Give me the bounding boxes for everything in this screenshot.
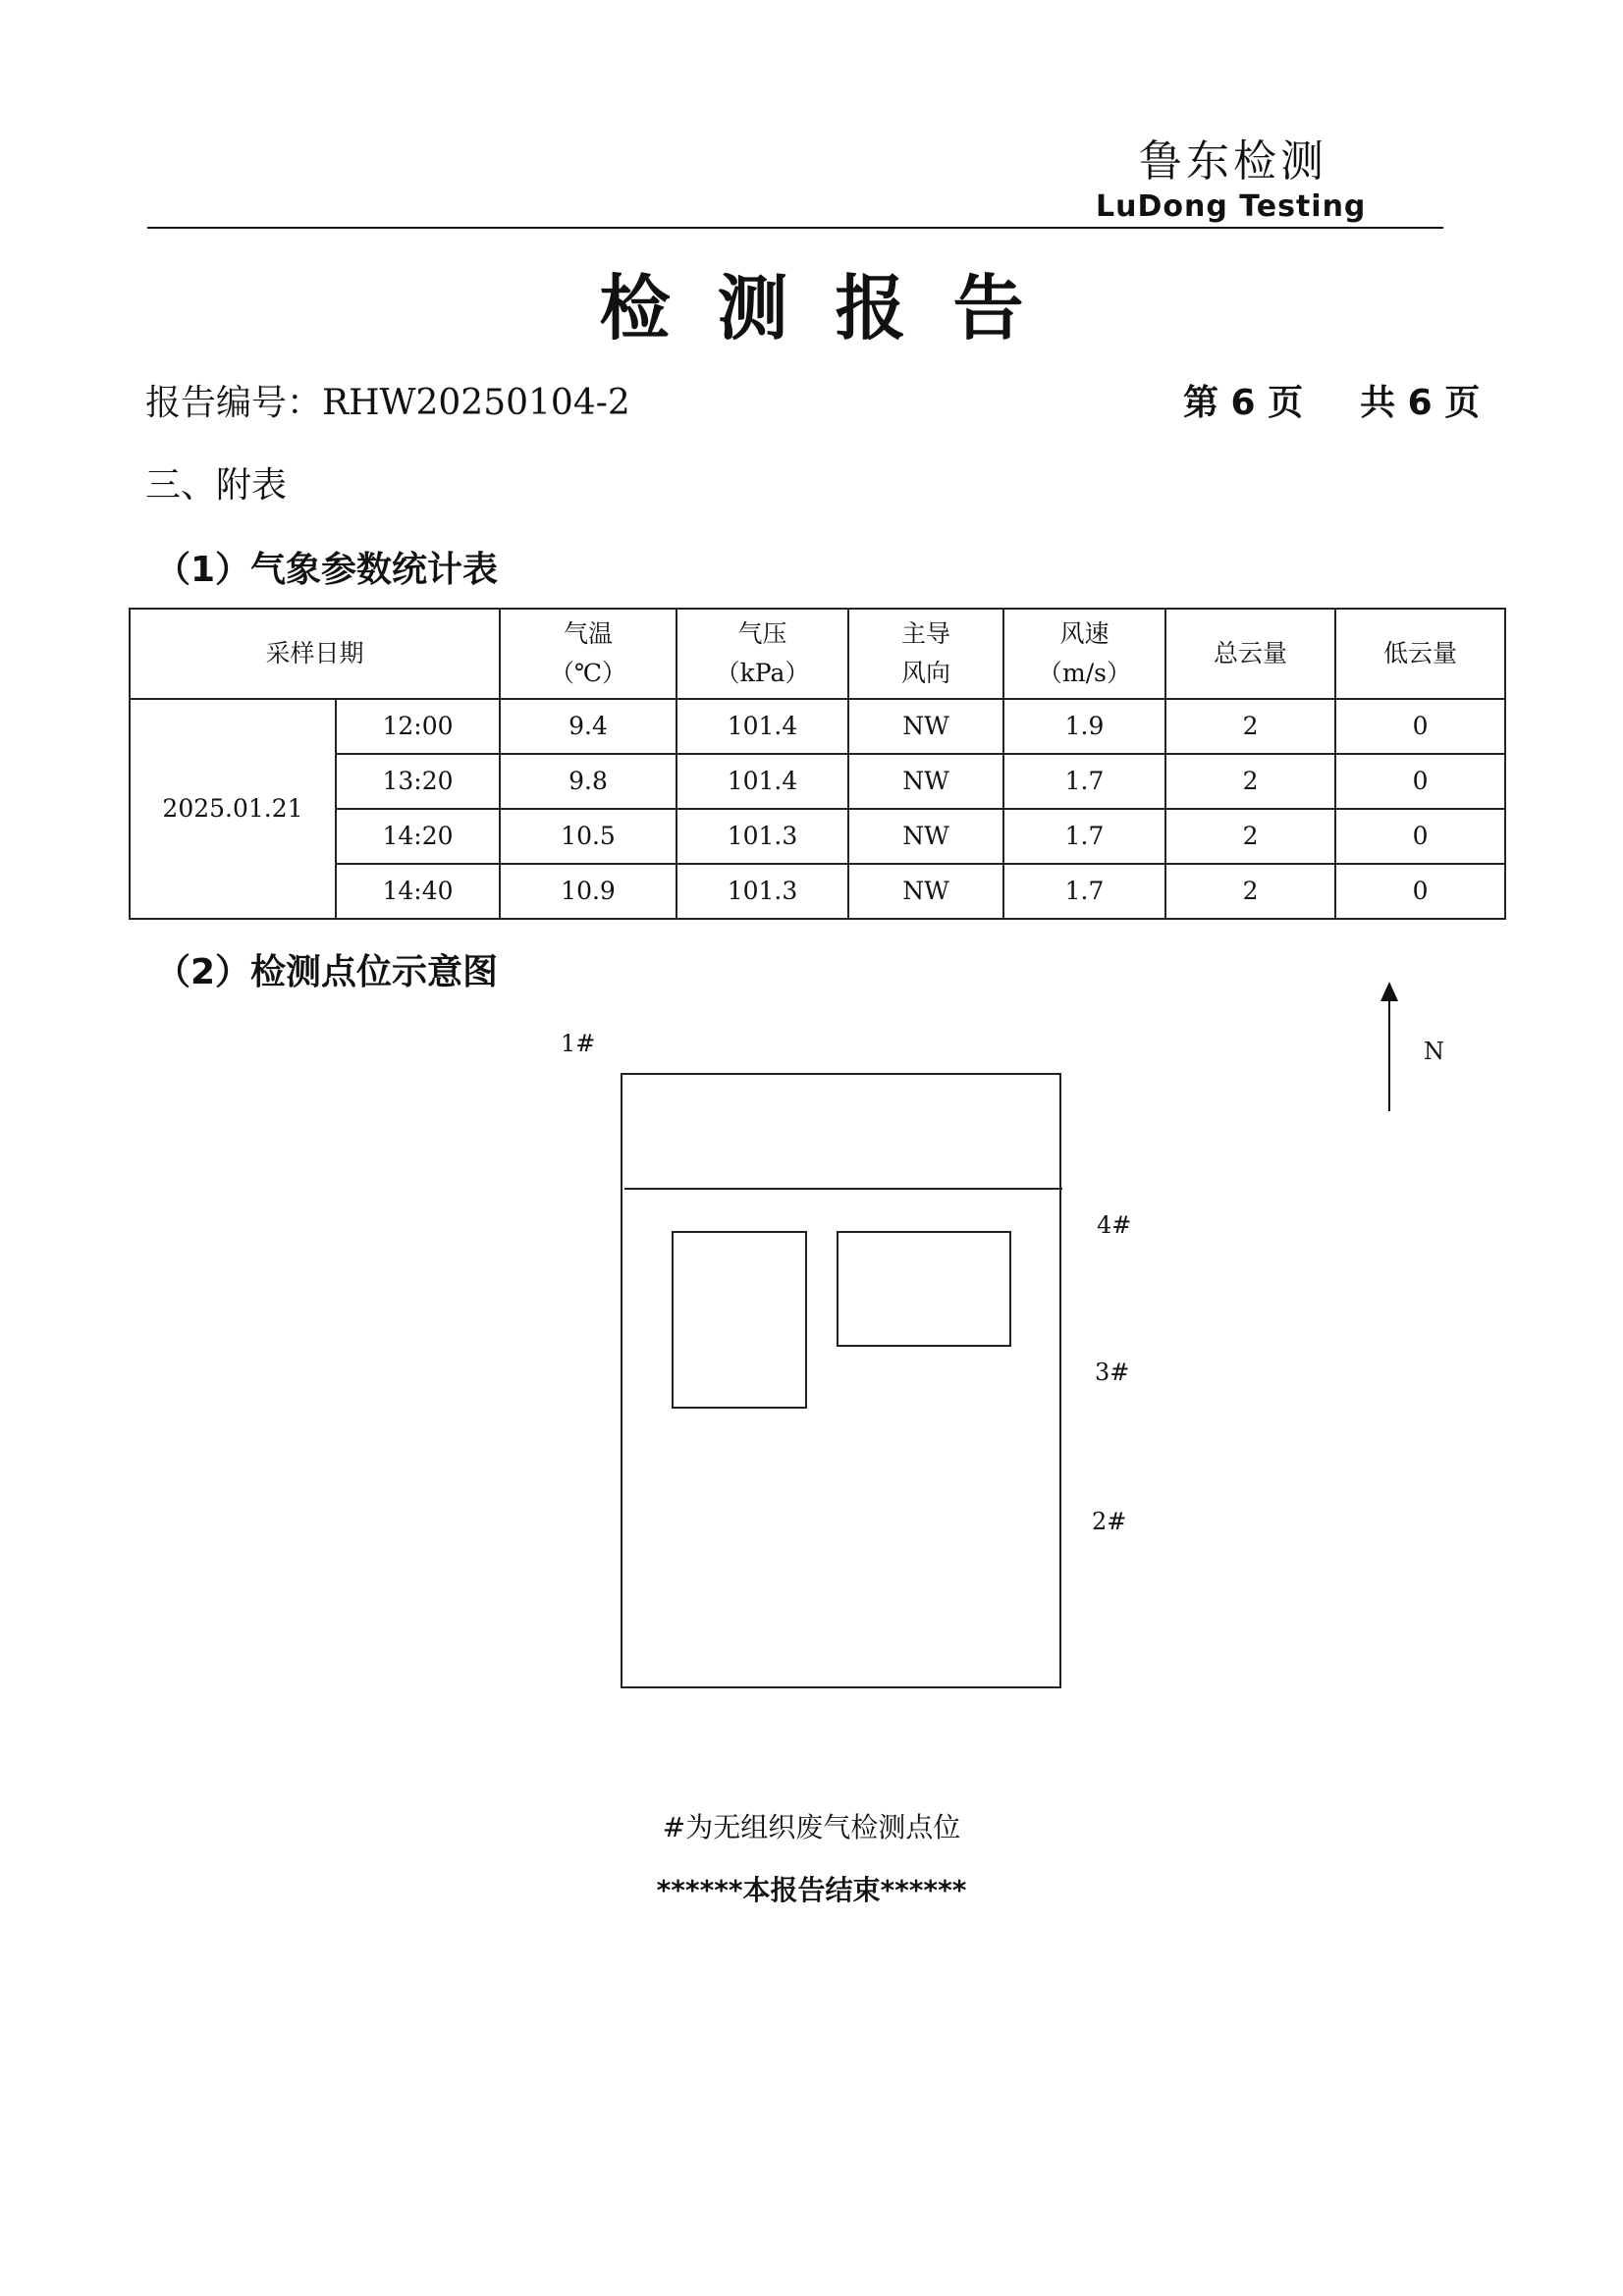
table-row [130, 864, 1505, 919]
cell-low-cloud: 0 [1335, 754, 1505, 809]
cell-total-cloud: 2 [1165, 864, 1335, 919]
header-wind-speed-unit: （m/s） [1038, 659, 1131, 687]
report-end-note: ******本报告结束****** [656, 1874, 967, 1906]
cell-low-cloud: 0 [1335, 809, 1505, 864]
table-header-row [130, 609, 1505, 699]
cell-temperature: 9.8 [500, 754, 676, 809]
section-heading: 三、附表 [145, 465, 288, 506]
cell-pressure: 101.4 [676, 754, 848, 809]
header-wind-direction-line2: 风向 [901, 659, 951, 687]
cell-wind-direction: NW [848, 809, 1003, 864]
page-info [1183, 375, 1480, 425]
brand-name-cn: 鲁东检测 [1139, 136, 1327, 187]
header-sampling-date: 采样日期 [130, 609, 500, 699]
north-arrow-shaft [1388, 993, 1390, 1111]
brand-name-en: LuDong Testing [1096, 189, 1367, 224]
cell-total-cloud: 2 [1165, 754, 1335, 809]
header-wind-direction [848, 609, 1003, 699]
table-row [130, 754, 1505, 809]
document-title: 检测报告 [599, 266, 1071, 349]
header-wind-speed-name: 风速 [1059, 619, 1109, 648]
cell-wind-speed: 1.7 [1003, 864, 1165, 919]
cell-wind-speed: 1.7 [1003, 754, 1165, 809]
cell-total-cloud: 2 [1165, 809, 1335, 864]
building-outline-east [837, 1231, 1011, 1347]
table-caption: （1）气象参数统计表 [155, 550, 499, 590]
cell-temperature: 10.5 [500, 809, 676, 864]
site-divider-line [624, 1188, 1062, 1190]
cell-time: 12:00 [336, 699, 500, 754]
table-row [130, 809, 1505, 864]
cell-low-cloud: 0 [1335, 699, 1505, 754]
north-label: N [1424, 1038, 1444, 1065]
page-current: 第 6 页 [1183, 383, 1304, 423]
header-total-cloud: 总云量 [1165, 609, 1335, 699]
table-row [130, 699, 1505, 754]
header-temperature [500, 609, 676, 699]
header-pressure-name: 气压 [737, 619, 787, 648]
cell-time: 14:20 [336, 809, 500, 864]
header-wind-speed [1003, 609, 1165, 699]
weather-parameters-table [129, 608, 1506, 920]
header-low-cloud: 低云量 [1335, 609, 1505, 699]
point-label-1: 1# [561, 1030, 596, 1057]
header-temperature-name: 气温 [564, 619, 614, 648]
point-label-3: 3# [1095, 1359, 1130, 1386]
cell-temperature: 9.4 [500, 699, 676, 754]
cell-temperature: 10.9 [500, 864, 676, 919]
header-pressure-unit: （kPa） [715, 659, 810, 687]
cell-wind-speed: 1.9 [1003, 699, 1165, 754]
cell-wind-direction: NW [848, 699, 1003, 754]
cell-wind-direction: NW [848, 864, 1003, 919]
cell-time: 14:40 [336, 864, 500, 919]
cell-date: 2025.01.21 [130, 699, 336, 919]
cell-pressure: 101.4 [676, 699, 848, 754]
building-outline-west [672, 1231, 807, 1409]
cell-total-cloud: 2 [1165, 699, 1335, 754]
cell-low-cloud: 0 [1335, 864, 1505, 919]
cell-wind-speed: 1.7 [1003, 809, 1165, 864]
header-temperature-unit: （℃） [550, 659, 626, 687]
map-caption: （2）检测点位示意图 [155, 952, 499, 992]
header-wind-direction-line1: 主导 [901, 619, 951, 648]
map-legend: #为无组织废气检测点位 [662, 1811, 961, 1843]
page-total: 共 6 页 [1360, 383, 1481, 423]
header-divider [147, 227, 1443, 229]
cell-pressure: 101.3 [676, 864, 848, 919]
header-pressure [676, 609, 848, 699]
cell-time: 13:20 [336, 754, 500, 809]
point-label-4: 4# [1097, 1211, 1132, 1239]
report-number: 报告编号：RHW20250104-2 [145, 383, 630, 423]
cell-pressure: 101.3 [676, 809, 848, 864]
point-label-2: 2# [1092, 1508, 1127, 1535]
cell-wind-direction: NW [848, 754, 1003, 809]
